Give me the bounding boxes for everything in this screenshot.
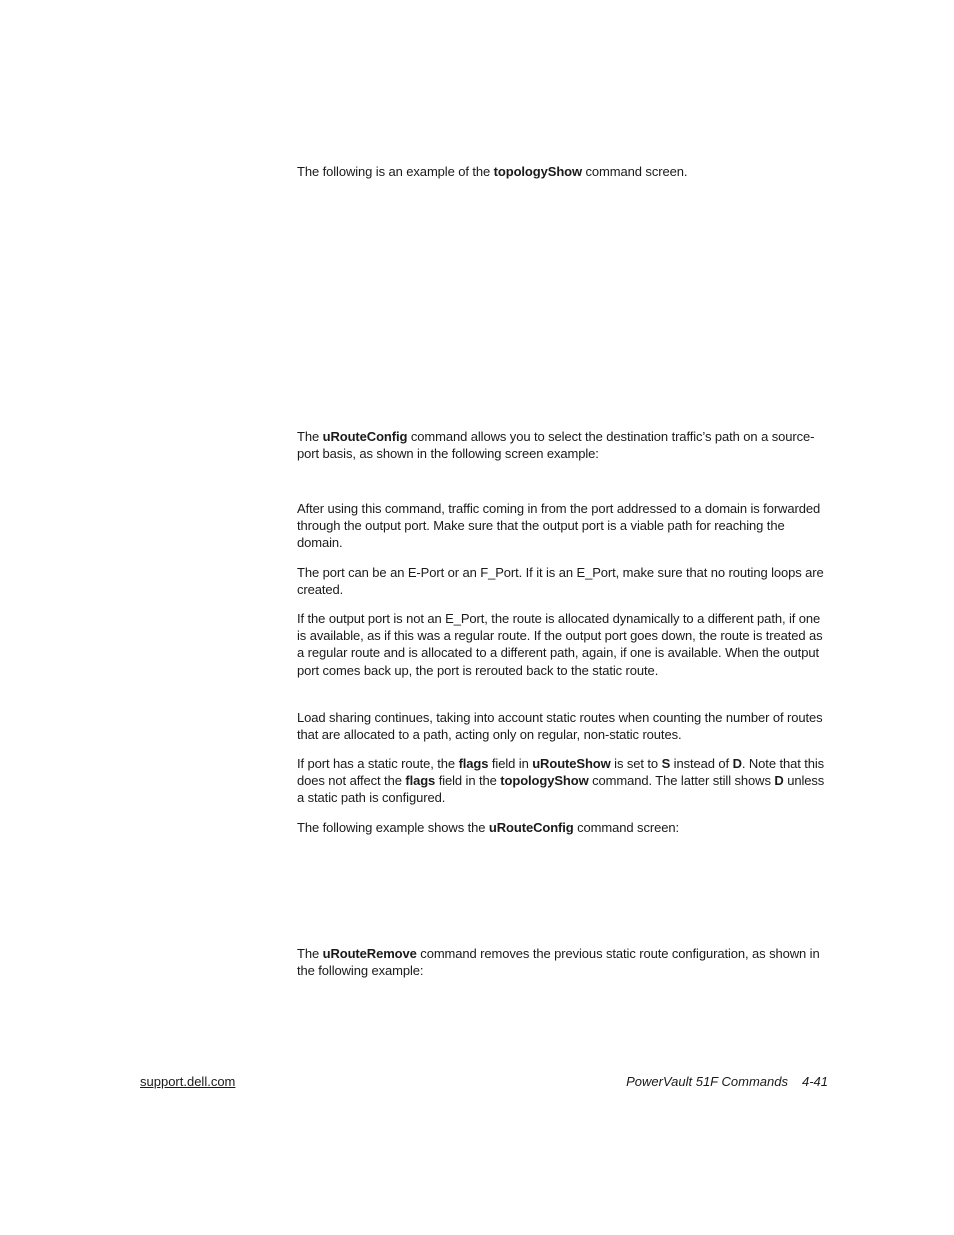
text-run: If the output port is not an E_Port, the route is allocated dynamically to a different path, if one is available, as if this was a regular route. If the output port goes down, the route is treated as a regular route and is allocated to a different path, again, if one is available. When the output port comes back up, the port is rerouted back to the static route. <box>297 611 823 678</box>
paragraph <box>297 564 832 598</box>
paragraph <box>297 755 832 807</box>
bold-term: topologyShow <box>493 164 583 179</box>
text-run: is set to <box>610 756 662 771</box>
bold-term: uRouteRemove <box>322 946 417 961</box>
text-run: instead of <box>670 756 733 771</box>
text-run: The following is an example of the <box>297 164 494 179</box>
paragraph <box>297 163 832 180</box>
text-run: After using this command, traffic coming in from the port addressed to a domain is forwarded through the output port. Make sure that the output port is a viable path for reaching the domain. <box>297 501 821 551</box>
paragraph <box>297 428 832 462</box>
paragraph <box>297 709 832 743</box>
text-run: The <box>297 946 323 961</box>
text-run: command removes the previous static route configuration, as shown in the following example: <box>297 946 820 979</box>
support-link[interactable]: support.dell.com <box>140 1074 236 1089</box>
bold-term: topologyShow <box>500 773 589 789</box>
paragraph <box>297 500 832 552</box>
text-run: command screen. <box>582 164 688 179</box>
bold-term: flags <box>405 773 436 789</box>
text-run: command screen: <box>573 820 679 835</box>
paragraph <box>297 819 832 836</box>
text-run: field in the <box>435 773 501 789</box>
bold-term: uRouteConfig <box>322 429 408 444</box>
text-run: unless a static path is configured. <box>297 773 825 806</box>
text-run: Load sharing continues, taking into account static routes when counting the number of routes that are allocated to a path, acting only on regular, non-static routes. <box>297 710 823 743</box>
paragraph <box>297 610 832 679</box>
text-run: command allows you to select the destination traffic’s path on a source-port basis, as shown in the following screen example: <box>297 429 815 462</box>
bold-term: uRouteShow <box>532 756 611 771</box>
bold-term: D <box>774 773 784 789</box>
text-run: The <box>297 429 323 444</box>
bold-term: uRouteConfig <box>488 820 574 835</box>
paragraph <box>297 945 832 979</box>
bold-term: S <box>661 756 671 771</box>
text-run: The port can be an E-Port or an F_Port. If it is an E_Port, make sure that no routing loops are created. <box>297 565 824 598</box>
text-run: The following example shows the <box>297 820 489 835</box>
text-run: If port has a static route, the <box>297 756 459 771</box>
text-run: field in <box>488 756 533 771</box>
page-number: 4-41 <box>801 1074 828 1089</box>
text-run: command. The latter still shows <box>588 773 775 789</box>
text-run: . Note that this does not affect the <box>297 756 825 789</box>
bold-term: D <box>732 756 742 771</box>
bold-term: flags <box>458 756 489 771</box>
footer-title: PowerVault 51F Commands <box>626 1074 788 1089</box>
running-footer <box>626 1074 828 1089</box>
